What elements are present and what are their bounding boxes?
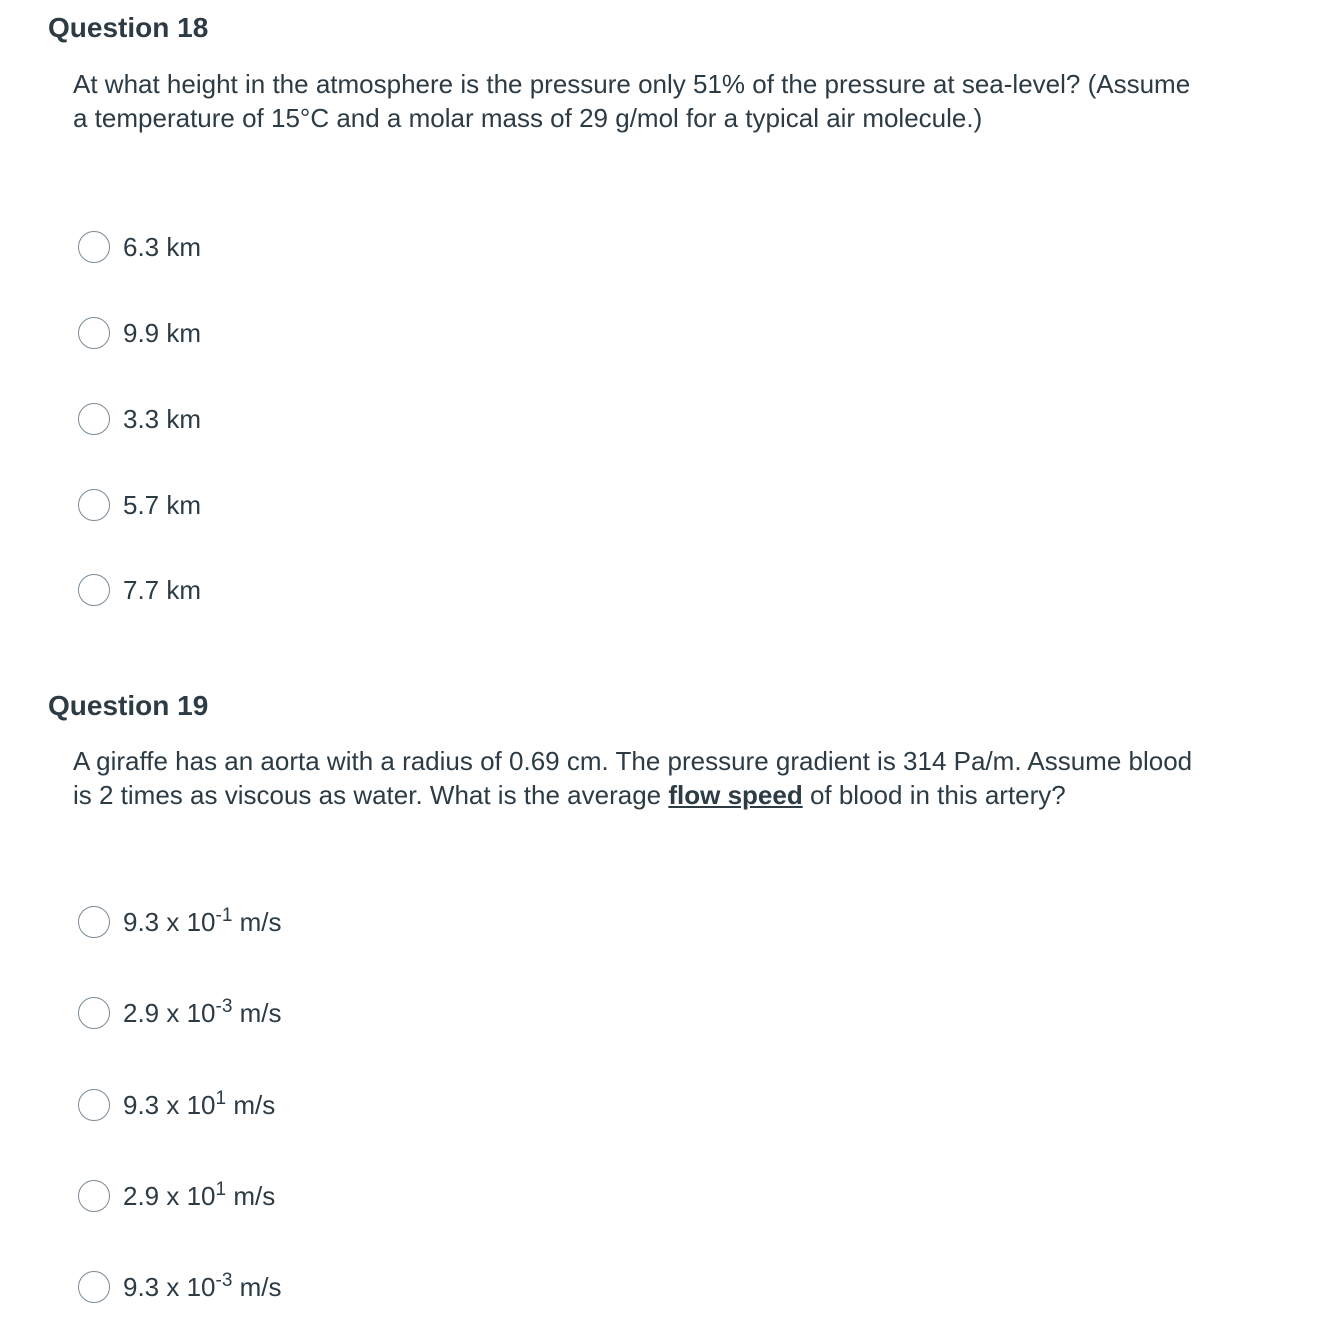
radio-button[interactable] — [78, 1271, 110, 1303]
question-text-part: of blood in this artery? — [802, 780, 1066, 810]
q18-answer-3[interactable] — [78, 401, 201, 437]
question-text-part: A giraffe has an aorta with a radius of 0.69 cm. The pressure gradient is 314 Pa/m. Assume blood is 2 times as viscous as water. What is the average — [73, 746, 1193, 810]
q18-answer-2[interactable] — [78, 315, 201, 351]
answer-label: 9.3 x $10^{-3}$ m/s — [123, 1270, 282, 1302]
answer-label: 9.3 x $10^1$ m/s — [123, 1088, 276, 1120]
answer-label: 6.3 km — [123, 232, 202, 262]
q18-answer-1[interactable] — [78, 229, 201, 265]
q19-answer-4[interactable] — [78, 1178, 275, 1214]
question-18-title: Question 18 — [48, 12, 209, 43]
radio-button[interactable] — [78, 997, 110, 1029]
radio-button[interactable] — [78, 489, 110, 521]
answer-label: 2.9 x $10^1$ m/s — [123, 1179, 276, 1211]
answer-label: 9.9 km — [123, 318, 202, 348]
answer-label: 9.3 x $10^{-1}$ m/s — [123, 905, 282, 937]
answer-label: 2.9 x $10^{-3}$ m/s — [123, 996, 282, 1028]
q19-answer-2[interactable] — [78, 995, 282, 1031]
radio-button[interactable] — [78, 317, 110, 349]
q18-answer-5[interactable] — [78, 572, 201, 608]
q19-answer-1[interactable] — [78, 904, 282, 940]
radio-button[interactable] — [78, 403, 110, 435]
answer-label: 3.3 km — [123, 404, 202, 434]
q19-answer-3[interactable] — [78, 1087, 275, 1123]
answer-label: 7.7 km — [123, 575, 202, 605]
radio-button[interactable] — [78, 906, 110, 938]
q18-answer-4[interactable] — [78, 487, 201, 523]
flow-speed-term: flow speed — [668, 780, 803, 810]
answer-label: 5.7 km — [123, 490, 202, 520]
question-18-text: At what height in the atmosphere is the pressure only 51% of the pressure at sea-level? (Assume a temperature of 15°C and a molar mass of 29 g/mol for a typical air molecule.) — [73, 69, 1191, 133]
radio-button[interactable] — [78, 231, 110, 263]
radio-button[interactable] — [78, 574, 110, 606]
radio-button[interactable] — [78, 1089, 110, 1121]
radio-button[interactable] — [78, 1180, 110, 1212]
q19-answer-5[interactable] — [78, 1269, 282, 1305]
question-19-title: Question 19 — [48, 690, 209, 721]
question-19-text — [73, 744, 1193, 812]
